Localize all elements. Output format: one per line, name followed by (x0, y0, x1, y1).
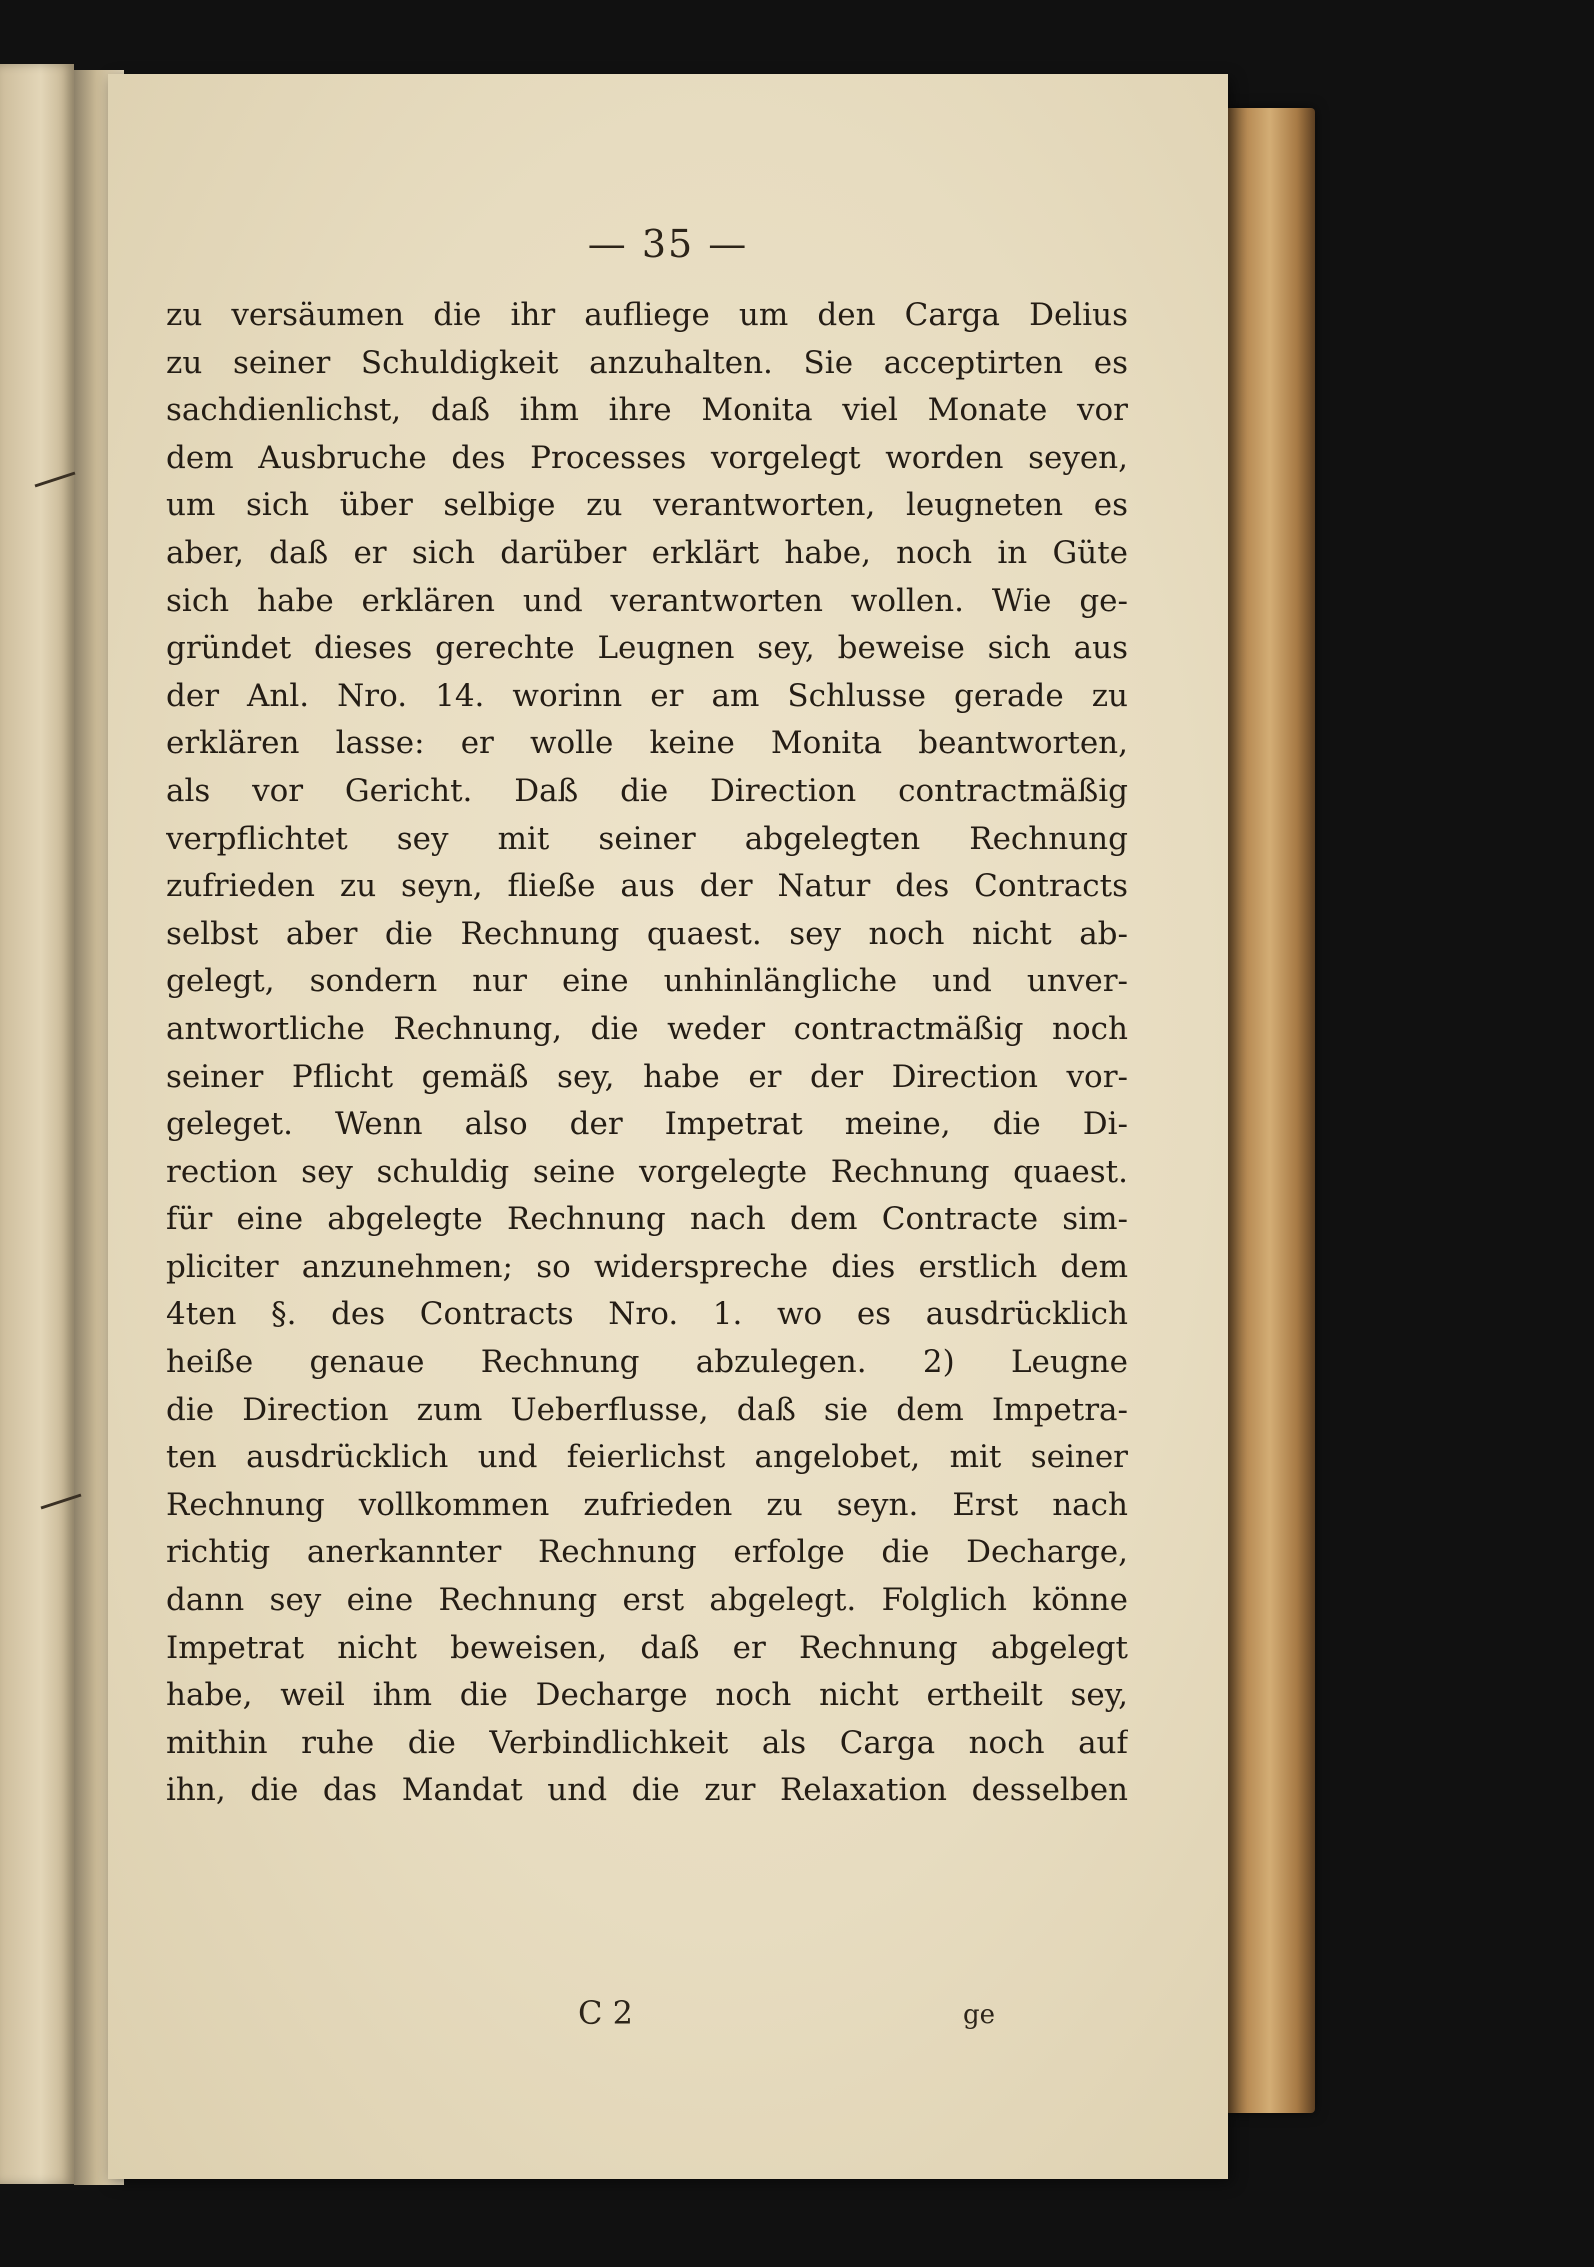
text-line: antwortliche Rechnung, die weder contractmäßig noch (166, 1010, 1128, 1047)
text-line: für eine abgelegte Rechnung nach dem Contracte sim- (166, 1201, 1128, 1238)
text-line: zufrieden zu seyn, fließe aus der Natur des Contracts (166, 868, 1128, 905)
text-line: heiße genaue Rechnung abzulegen. 2) Leugne (166, 1344, 1128, 1381)
text-line: erklären lasse: er wolle keine Monita beantworten, (166, 725, 1128, 762)
text-line: zu seiner Schuldigkeit anzuhalten. Sie acceptirten es (166, 344, 1128, 381)
text-line: richtig anerkannter Rechnung erfolge die Decharge, (166, 1534, 1128, 1571)
text-line: ten ausdrücklich und feierlichst angelobet, mit seiner (166, 1439, 1128, 1476)
text-line: sachdienlichst, daß ihm ihre Monita viel Monate vor (166, 392, 1128, 429)
text-line: habe, weil ihm die Decharge noch nicht ertheilt sey, (166, 1677, 1128, 1714)
page-number-header: — 35 — (587, 222, 749, 266)
text-line: aber, daß er sich darüber erklärt habe, noch in Güte (166, 534, 1128, 571)
text-line: zu versäumen die ihr aufliege um den Carga Delius (166, 297, 1128, 333)
text-line: 4ten §. des Contracts Nro. 1. wo es ausdrücklich (166, 1296, 1128, 1333)
text-line: um sich über selbige zu verantworten, leugneten es (166, 487, 1128, 524)
text-line: mithin ruhe die Verbindlichkeit als Carga noch auf (166, 1724, 1128, 1761)
text-line: pliciter anzunehmen; so widerspreche dies erstlich dem (166, 1248, 1128, 1285)
text-line: die Direction zum Ueberflusse, daß sie dem Impetra- (166, 1391, 1128, 1428)
text-line: als vor Gericht. Daß die Direction contractmäßig (166, 772, 1128, 809)
signature-mark: C 2 (578, 1994, 634, 2032)
catchword: ge (963, 2000, 996, 2030)
text-line: seiner Pflicht gemäß sey, habe er der Direction vor- (166, 1058, 1128, 1095)
text-line: dem Ausbruche des Processes vorgelegt worden seyen, (166, 439, 1128, 476)
text-line: Impetrat nicht beweisen, daß er Rechnung abgelegt (166, 1629, 1128, 1666)
facing-page-edge (0, 64, 74, 2184)
text-line: sich habe erklären und verantworten wollen. Wie ge- (166, 582, 1128, 619)
text-line: der Anl. Nro. 14. worinn er am Schlusse gerade zu (166, 677, 1128, 714)
text-line: dann sey eine Rechnung erst abgelegt. Folglich könne (166, 1582, 1128, 1619)
book-page (108, 74, 1228, 2179)
text-line: ihn, die das Mandat und die zur Relaxation desselben (166, 1772, 1128, 1809)
text-line: gelegt, sondern nur eine unhinlängliche und unver- (166, 963, 1128, 1000)
body-text (166, 292, 1128, 1815)
text-line: verpflichtet sey mit seiner abgelegten Rechnung (166, 820, 1128, 857)
text-line: selbst aber die Rechnung quaest. sey noch nicht ab- (166, 915, 1128, 952)
text-line: gründet dieses gerechte Leugnen sey, beweise sich aus (166, 630, 1128, 667)
text-line: geleget. Wenn also der Impetrat meine, die Di- (166, 1106, 1128, 1143)
text-line: Rechnung vollkommen zufrieden zu seyn. Erst nach (166, 1486, 1128, 1523)
text-line: rection sey schuldig seine vorgelegte Rechnung quaest. (166, 1153, 1128, 1190)
page-footer (108, 1994, 1228, 2044)
book-cover-edge (1225, 108, 1315, 2113)
